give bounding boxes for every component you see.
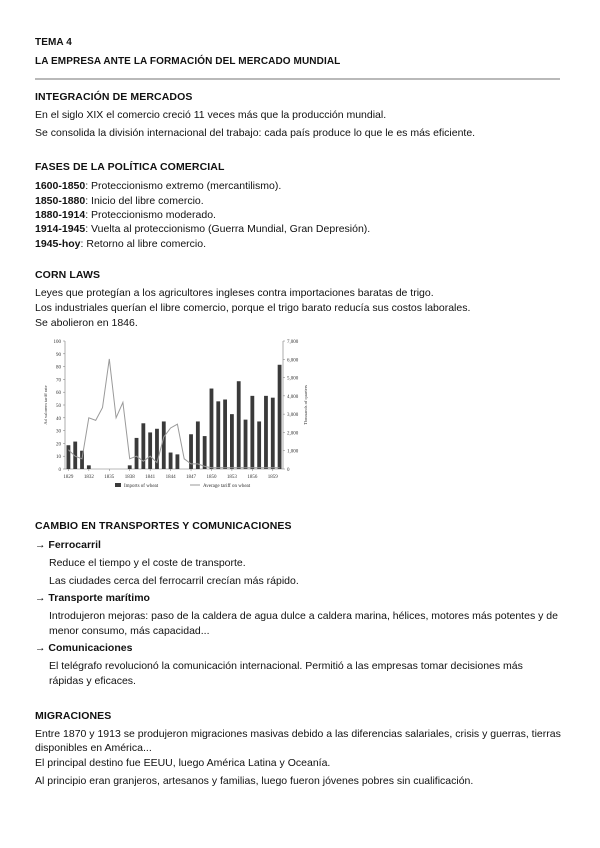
y2-tick-label: 3,000 bbox=[287, 413, 299, 419]
y2-tick-label: 1,000 bbox=[287, 449, 299, 455]
y-tick-label: 90 bbox=[56, 352, 61, 358]
subheading-ferrocarril bbox=[35, 539, 101, 551]
page-title: LA EMPRESA ANTE LA FORMACIÓN DEL MERCADO MUNDIAL bbox=[35, 56, 341, 67]
paragraph: Leyes que protegían a los agricultores ingleses contra importaciones baratas de trigo. bbox=[35, 287, 434, 299]
y2-tick-label: 4,000 bbox=[287, 394, 299, 400]
bar-imports-of-wheat bbox=[87, 465, 91, 469]
bar-imports-of-wheat bbox=[257, 421, 261, 469]
x-tick-label: 1838 bbox=[124, 475, 135, 480]
y-tick-label: 0 bbox=[58, 468, 61, 473]
paragraph: En el siglo XIX el comercio creció 11 veces más que la producción mundial. bbox=[35, 109, 387, 121]
y-tick-label: 70 bbox=[56, 378, 61, 384]
paragraph: Las ciudades cerca del ferrocarril crecían más rápido. bbox=[49, 575, 299, 587]
bar-imports-of-wheat bbox=[141, 423, 145, 469]
bar-imports-of-wheat bbox=[244, 420, 248, 469]
bar-imports-of-wheat bbox=[271, 398, 275, 469]
y-tick-label: 60 bbox=[56, 391, 61, 397]
bar-imports-of-wheat bbox=[66, 445, 70, 469]
bar-imports-of-wheat bbox=[169, 453, 173, 469]
bar-imports-of-wheat bbox=[135, 438, 139, 469]
subheading-label: Transporte marítimo bbox=[48, 592, 150, 604]
phase-item bbox=[35, 195, 204, 207]
section-heading-transportes: CAMBIO EN TRANSPORTES Y COMUNICACIONES bbox=[35, 520, 292, 532]
paragraph: Entre 1870 y 1913 se produjeron migraciones masivas debido a las diferencias salariales, crisis y guerras, tierras disponibles en América... bbox=[35, 728, 561, 754]
bar-imports-of-wheat bbox=[237, 381, 241, 469]
bar-imports-of-wheat bbox=[223, 400, 227, 469]
legend-label-imports: Imports of wheat bbox=[124, 484, 159, 489]
x-tick-label: 1844 bbox=[165, 475, 176, 480]
phase-period: 1600-1850 bbox=[35, 180, 86, 192]
bar-imports-of-wheat bbox=[175, 454, 179, 469]
legend-swatch-imports bbox=[115, 483, 121, 487]
y-tick-label: 20 bbox=[56, 442, 61, 448]
bar-imports-of-wheat bbox=[278, 365, 282, 469]
bar-imports-of-wheat bbox=[128, 465, 132, 469]
x-tick-label: 1841 bbox=[145, 475, 156, 480]
paragraph: Reduce el tiempo y el coste de transporte. bbox=[49, 557, 246, 569]
paragraph: Los industriales querían el libre comercio, porque el trigo barato reducía sus costos laborales. bbox=[35, 302, 471, 314]
subheading-comunicaciones bbox=[35, 642, 132, 654]
bar-imports-of-wheat bbox=[210, 389, 214, 469]
arrow-icon: → bbox=[35, 592, 46, 604]
phase-period: 1880-1914 bbox=[35, 209, 86, 221]
phase-item bbox=[35, 238, 206, 250]
y2-tick-label: 7,000 bbox=[287, 340, 299, 345]
subheading-label: Ferrocarril bbox=[48, 539, 101, 551]
phase-desc: : Inicio del libre comercio. bbox=[85, 195, 204, 207]
paragraph: El telégrafo revolucionó la comunicación internacional. Permitió a las empresas tomar decisiones más rápidas y eficaces. bbox=[49, 660, 523, 687]
legend-label-tariff: Average tariff on wheat bbox=[203, 484, 251, 489]
phase-desc: : Retorno al libre comercio. bbox=[80, 238, 206, 250]
y-tick-label: 30 bbox=[56, 429, 61, 435]
topic-number: TEMA 4 bbox=[35, 37, 72, 48]
phase-desc: : Proteccionismo moderado. bbox=[85, 209, 216, 221]
section-heading-fases: FASES DE LA POLÍTICA COMERCIAL bbox=[35, 161, 225, 173]
section-heading-integracion: INTEGRACIÓN DE MERCADOS bbox=[35, 91, 193, 103]
paragraph: Se abolieron en 1846. bbox=[35, 317, 138, 329]
arrow-icon: → bbox=[35, 642, 46, 654]
x-tick-label: 1847 bbox=[186, 475, 197, 480]
bar-imports-of-wheat bbox=[148, 432, 152, 469]
bar-imports-of-wheat bbox=[196, 421, 200, 469]
x-tick-label: 1859 bbox=[267, 475, 278, 480]
paragraph: Se consolida la división internacional del trabajo: cada país produce lo que le es más eficiente. bbox=[35, 127, 476, 139]
bar-imports-of-wheat bbox=[250, 396, 254, 469]
phase-item bbox=[35, 180, 281, 192]
y-tick-label: 100 bbox=[53, 340, 61, 345]
y-tick-label: 10 bbox=[56, 455, 61, 461]
phase-desc: : Proteccionismo extremo (mercantilismo). bbox=[85, 180, 282, 192]
corn-laws-chart bbox=[35, 333, 308, 489]
paragraph: Introdujeron mejoras: paso de la caldera de agua dulce a caldera marina, hélices, motores más potentes y de menor consumo, más capacidad... bbox=[49, 610, 558, 637]
x-tick-label: 1829 bbox=[63, 475, 74, 480]
paragraph: Al principio eran granjeros, artesanos y familias, luego fueron jóvenes pobres sin cualificación. bbox=[35, 775, 474, 787]
section-heading-corn-laws: CORN LAWS bbox=[35, 269, 101, 281]
phase-period: 1850-1880 bbox=[35, 195, 86, 207]
line-average-tariff bbox=[68, 359, 279, 468]
bar-imports-of-wheat bbox=[230, 414, 234, 469]
phase-period: 1914-1945 bbox=[35, 223, 86, 235]
y-tick-label: 40 bbox=[56, 416, 61, 422]
paragraph: El principal destino fue EEUU, luego América Latina y Oceanía. bbox=[35, 757, 331, 769]
y2-tick-label: 2,000 bbox=[287, 431, 299, 437]
bar-imports-of-wheat bbox=[264, 396, 268, 469]
y2-tick-label: 5,000 bbox=[287, 376, 299, 382]
phase-item bbox=[35, 223, 370, 235]
bar-imports-of-wheat bbox=[162, 421, 166, 469]
phase-desc: : Vuelta al proteccionismo (Guerra Mundial, Gran Depresión). bbox=[85, 223, 371, 235]
x-tick-label: 1853 bbox=[226, 475, 237, 480]
phase-item bbox=[35, 209, 216, 221]
subheading-maritimo bbox=[35, 592, 150, 604]
section-heading-migraciones: MIGRACIONES bbox=[35, 710, 112, 722]
y2-tick-label: 0 bbox=[287, 468, 290, 473]
y-tick-label: 50 bbox=[56, 404, 61, 409]
x-tick-label: 1856 bbox=[247, 475, 258, 480]
bar-imports-of-wheat bbox=[216, 401, 220, 469]
bar-imports-of-wheat bbox=[203, 436, 207, 469]
arrow-icon: → bbox=[35, 539, 46, 551]
x-tick-label: 1832 bbox=[83, 475, 94, 480]
x-tick-label: 1835 bbox=[104, 475, 115, 480]
subheading-label: Comunicaciones bbox=[48, 642, 133, 654]
phase-period: 1945-hoy bbox=[35, 238, 81, 250]
x-tick-label: 1850 bbox=[206, 475, 217, 480]
y-tick-label: 80 bbox=[56, 365, 61, 371]
y2-tick-label: 6,000 bbox=[287, 358, 299, 364]
title-divider bbox=[35, 78, 560, 80]
y2-axis-title: Thousands of quarters bbox=[303, 385, 308, 425]
y-axis-title: Ad valorem tariff rate bbox=[43, 385, 48, 425]
